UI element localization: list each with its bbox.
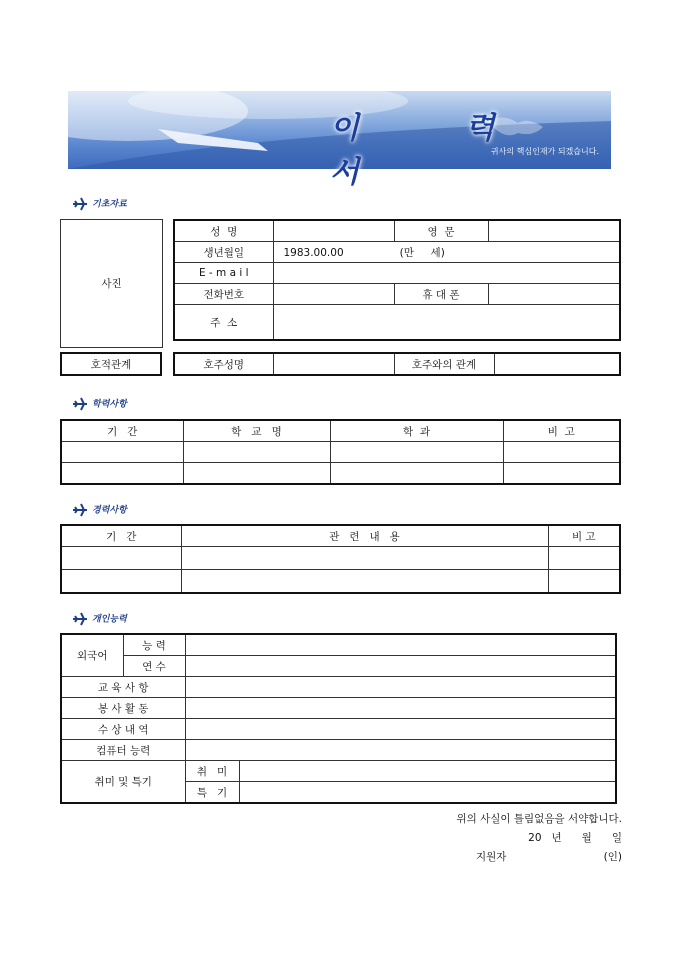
address-value[interactable] (273, 305, 620, 341)
career-cell[interactable] (548, 570, 620, 594)
edu-cell[interactable] (183, 463, 330, 485)
header-banner (68, 91, 611, 190)
household-head-value[interactable] (273, 353, 394, 375)
address-label: 주 소 (174, 305, 273, 341)
photo-box[interactable] (60, 219, 163, 348)
family-relation-table (60, 352, 162, 376)
edu-cell[interactable] (61, 442, 183, 463)
seal-label: (인) (603, 851, 622, 863)
computer-value[interactable] (185, 740, 616, 761)
name-label: 성 명 (174, 220, 273, 242)
education-table (60, 419, 621, 485)
banner-slogan: 귀사의 핵심인재가 되겠습니다. (490, 147, 599, 156)
special-label: 특 기 (185, 782, 239, 804)
english-value[interactable] (488, 220, 620, 242)
edu-header-major: 학 과 (330, 420, 503, 442)
table-row (61, 547, 620, 570)
foreign-language-label: 외국어 (61, 634, 123, 677)
edu-cell[interactable] (61, 463, 183, 485)
photo-label: 사진 (101, 278, 122, 290)
email-value[interactable] (273, 263, 620, 284)
career-table (60, 524, 621, 594)
section-basic-label: 기초자료 (72, 196, 127, 212)
awards-value[interactable] (185, 719, 616, 740)
age-text: (만 세) (399, 246, 445, 259)
english-label: 영 문 (394, 220, 488, 242)
career-cell[interactable] (61, 570, 181, 594)
edu-cell[interactable] (503, 442, 620, 463)
table-row (61, 442, 620, 463)
name-value[interactable] (273, 220, 394, 242)
career-header-period: 기 간 (61, 525, 181, 547)
study-label: 연 수 (123, 656, 185, 677)
career-cell[interactable] (548, 547, 620, 570)
relation-to-head-label: 호주와의 관계 (394, 353, 494, 375)
family-relation-label: 호적관계 (61, 353, 161, 375)
career-cell[interactable] (61, 547, 181, 570)
hobby-value[interactable] (239, 761, 616, 782)
career-header-note: 비 고 (548, 525, 620, 547)
relation-to-head-value[interactable] (494, 353, 620, 375)
email-label: E - m a i l (174, 263, 273, 284)
edu-cell[interactable] (330, 463, 503, 485)
edu-cell[interactable] (183, 442, 330, 463)
phone-label: 전화번호 (174, 284, 273, 305)
airplane-icon (72, 502, 88, 518)
computer-label: 컴퓨터 능력 (61, 740, 185, 761)
mobile-label: 휴 대 폰 (394, 284, 488, 305)
volunteer-label: 봉 사 활 동 (61, 698, 185, 719)
training-value[interactable] (185, 677, 616, 698)
birth-value[interactable] (273, 242, 620, 263)
ability-label: 능 력 (123, 634, 185, 656)
hobby-special-label: 취미 및 특기 (61, 761, 185, 804)
awards-label: 수 상 내 역 (61, 719, 185, 740)
airplane-icon (72, 396, 88, 412)
applicant-label: 지원자 (476, 851, 507, 863)
birth-date: 1983.00.00 (283, 246, 344, 259)
edu-header-period: 기 간 (61, 420, 183, 442)
airplane-icon (72, 611, 88, 627)
airplane-icon (72, 196, 88, 212)
section-skills-label: 개인능력 (72, 611, 127, 627)
career-cell[interactable] (181, 570, 548, 594)
section-education-label: 학력사항 (72, 396, 127, 412)
pledge-text: 위의 사실이 틀림없음을 서약합니다. (456, 813, 622, 825)
edu-header-note: 비 고 (503, 420, 620, 442)
table-row (61, 463, 620, 485)
section-career-label: 경력사항 (72, 502, 127, 518)
training-label: 교 육 사 항 (61, 677, 185, 698)
date-line: 20 년 월 일 (528, 832, 622, 844)
phone-value[interactable] (273, 284, 394, 305)
household-head-label: 호주성명 (174, 353, 273, 375)
edu-cell[interactable] (503, 463, 620, 485)
household-table (173, 352, 621, 376)
birth-label: 생년월일 (174, 242, 273, 263)
special-value[interactable] (239, 782, 616, 804)
table-row (61, 570, 620, 594)
hobby-label: 취 미 (185, 761, 239, 782)
resume-title: 이 력 서 (330, 111, 543, 190)
volunteer-value[interactable] (185, 698, 616, 719)
skills-table (60, 633, 617, 804)
edu-cell[interactable] (330, 442, 503, 463)
basic-info-table (173, 219, 621, 341)
mobile-value[interactable] (488, 284, 620, 305)
study-value[interactable] (185, 656, 616, 677)
edu-header-school: 학 교 명 (183, 420, 330, 442)
ability-value[interactable] (185, 634, 616, 656)
career-cell[interactable] (181, 547, 548, 570)
career-header-content: 관 련 내 용 (181, 525, 548, 547)
